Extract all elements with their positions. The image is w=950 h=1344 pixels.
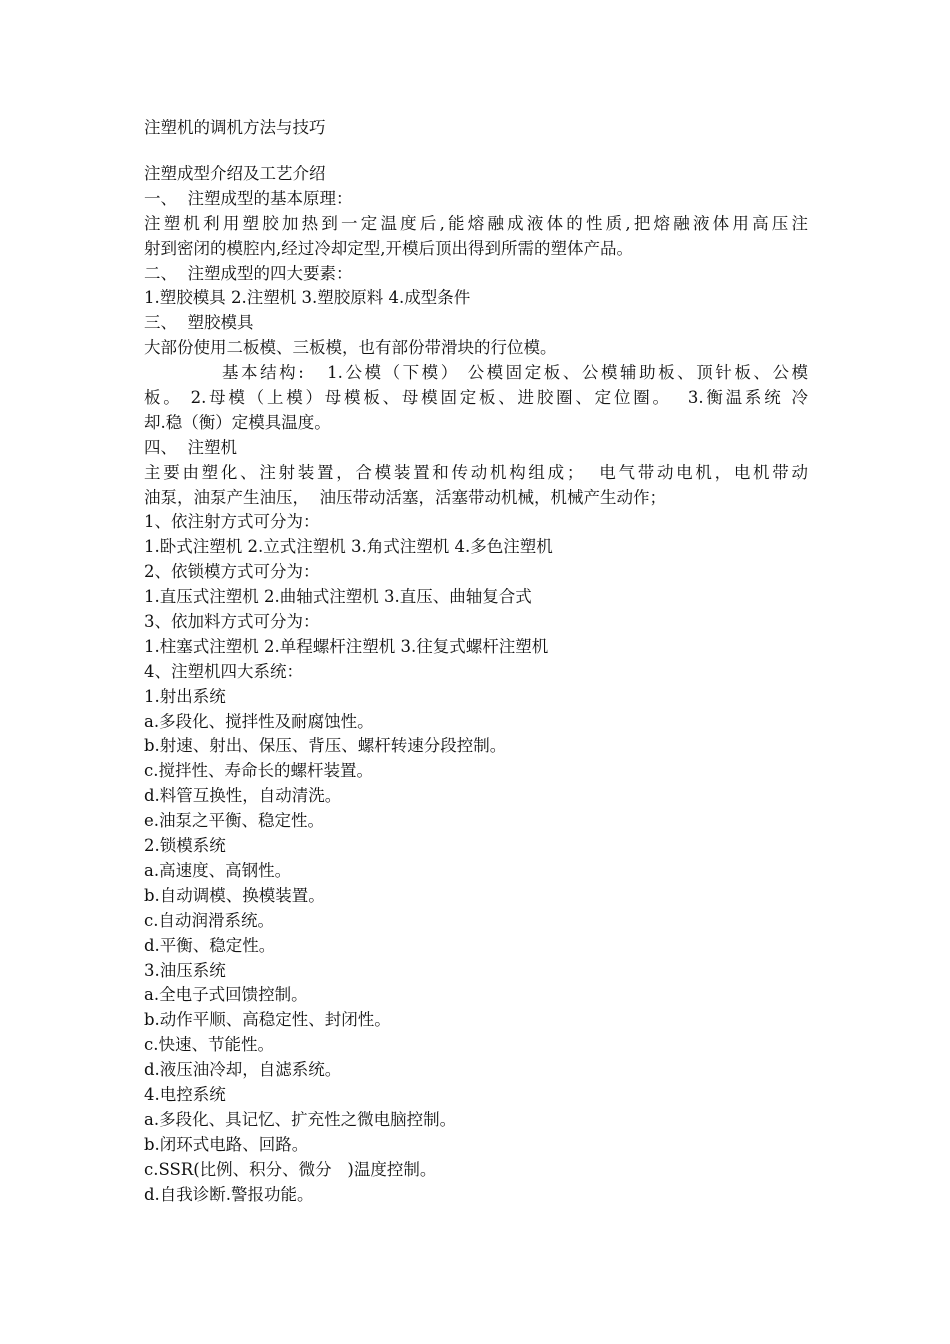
body-line: a.多段化、具记忆、扩充性之微电脑控制。: [144, 1109, 457, 1129]
body-line: 3、依加料方式可分为：: [144, 612, 320, 632]
body-line: 注塑机利用塑胶加热到一定温度后,能熔融成液体的性质,把熔融液体用高压注: [144, 213, 808, 233]
body-line: 2、依锁模方式可分为：: [144, 562, 320, 582]
body-line: 1.射出系统: [144, 686, 226, 706]
body-line: 主要由塑化、注射装置，合模装置和传动机构组成； 电气带动电机，电机带动: [144, 462, 808, 482]
body-line: a.全电子式回馈控制。: [144, 985, 308, 1005]
body-line: c.自动润滑系统。: [144, 910, 274, 930]
body-line: c.搅拌性、寿命长的螺杆装置。: [144, 761, 373, 781]
body-line: 2.锁模系统: [144, 836, 226, 856]
body-line: e.油泵之平衡、稳定性。: [144, 811, 325, 831]
body-line: 1.卧式注塑机 2.立式注塑机 3.角式注塑机 4.多色注塑机: [144, 537, 553, 557]
body-line: 板。 2.母模（上模）母模板、母模固定板、进胶圈、定位圈。 3.衡温系统 冷: [144, 388, 808, 408]
body-line: 油泵，油泵产生油压， 油压带动活塞，活塞带动机械，机械产生动作；: [144, 487, 666, 507]
body-line: 4、注塑机四大系统：: [144, 661, 303, 681]
body-line: 1.直压式注塑机 2.曲轴式注塑机 3.直压、曲轴复合式: [144, 587, 532, 607]
body-line: 注塑成型介绍及工艺介绍: [144, 164, 326, 183]
body-line: a.多段化、搅拌性及耐腐蚀性。: [144, 711, 374, 731]
body-line: b.射速、射出、保压、背压、螺杆转速分段控制。: [144, 736, 507, 756]
document-body: [144, 162, 808, 1207]
body-line: d.液压油冷却，自滤系统。: [144, 1060, 342, 1080]
body-line: a.高速度、高钢性。: [144, 860, 292, 880]
body-line: d.自我诊断.警报功能。: [144, 1184, 314, 1204]
body-line: 二、 注塑成型的四大要素：: [144, 263, 353, 283]
body-line: 却.稳（衡）定模具温度。: [144, 412, 331, 432]
body-line: 三、 塑胶模具: [144, 313, 254, 333]
body-line: 射到密闭的模腔内,经过冷却定型,开模后顶出得到所需的塑体产品。: [144, 238, 633, 258]
body-line: 1.柱塞式注塑机 2.单程螺杆注塑机 3.往复式螺杆注塑机: [144, 636, 549, 656]
document-page: [144, 112, 808, 1207]
body-line: 1.塑胶模具 2.注塑机 3.塑胶原料 4.成型条件: [144, 288, 471, 308]
body-line: b.闭环式电路、回路。: [144, 1134, 309, 1154]
body-line: d.料管互换性，自动清洗。: [144, 786, 342, 806]
body-line: c.SSR(比例、积分、微分 )温度控制。: [144, 1159, 437, 1179]
body-line: 大部份使用二板模、三板模，也有部份带滑块的行位模。: [144, 338, 557, 358]
body-line: 一、 注塑成型的基本原理：: [144, 188, 353, 208]
body-line: 3.油压系统: [144, 960, 226, 980]
body-line: b.动作平顺、高稳定性、封闭性。: [144, 1010, 391, 1030]
body-line: 4.电控系统: [144, 1084, 226, 1104]
body-line: 四、 注塑机: [144, 437, 237, 457]
body-line: 基本结构: 1.公模（下模） 公模固定板、公模辅助板、顶针板、公模: [144, 363, 808, 383]
body-line: c.快速、节能性。: [144, 1035, 274, 1055]
body-line: d.平衡、稳定性。: [144, 935, 276, 955]
document-title: 注塑机的调机方法与技巧: [144, 118, 326, 137]
body-line: b.自动调模、换模装置。: [144, 885, 325, 905]
body-line: 1、依注射方式可分为：: [144, 512, 320, 532]
